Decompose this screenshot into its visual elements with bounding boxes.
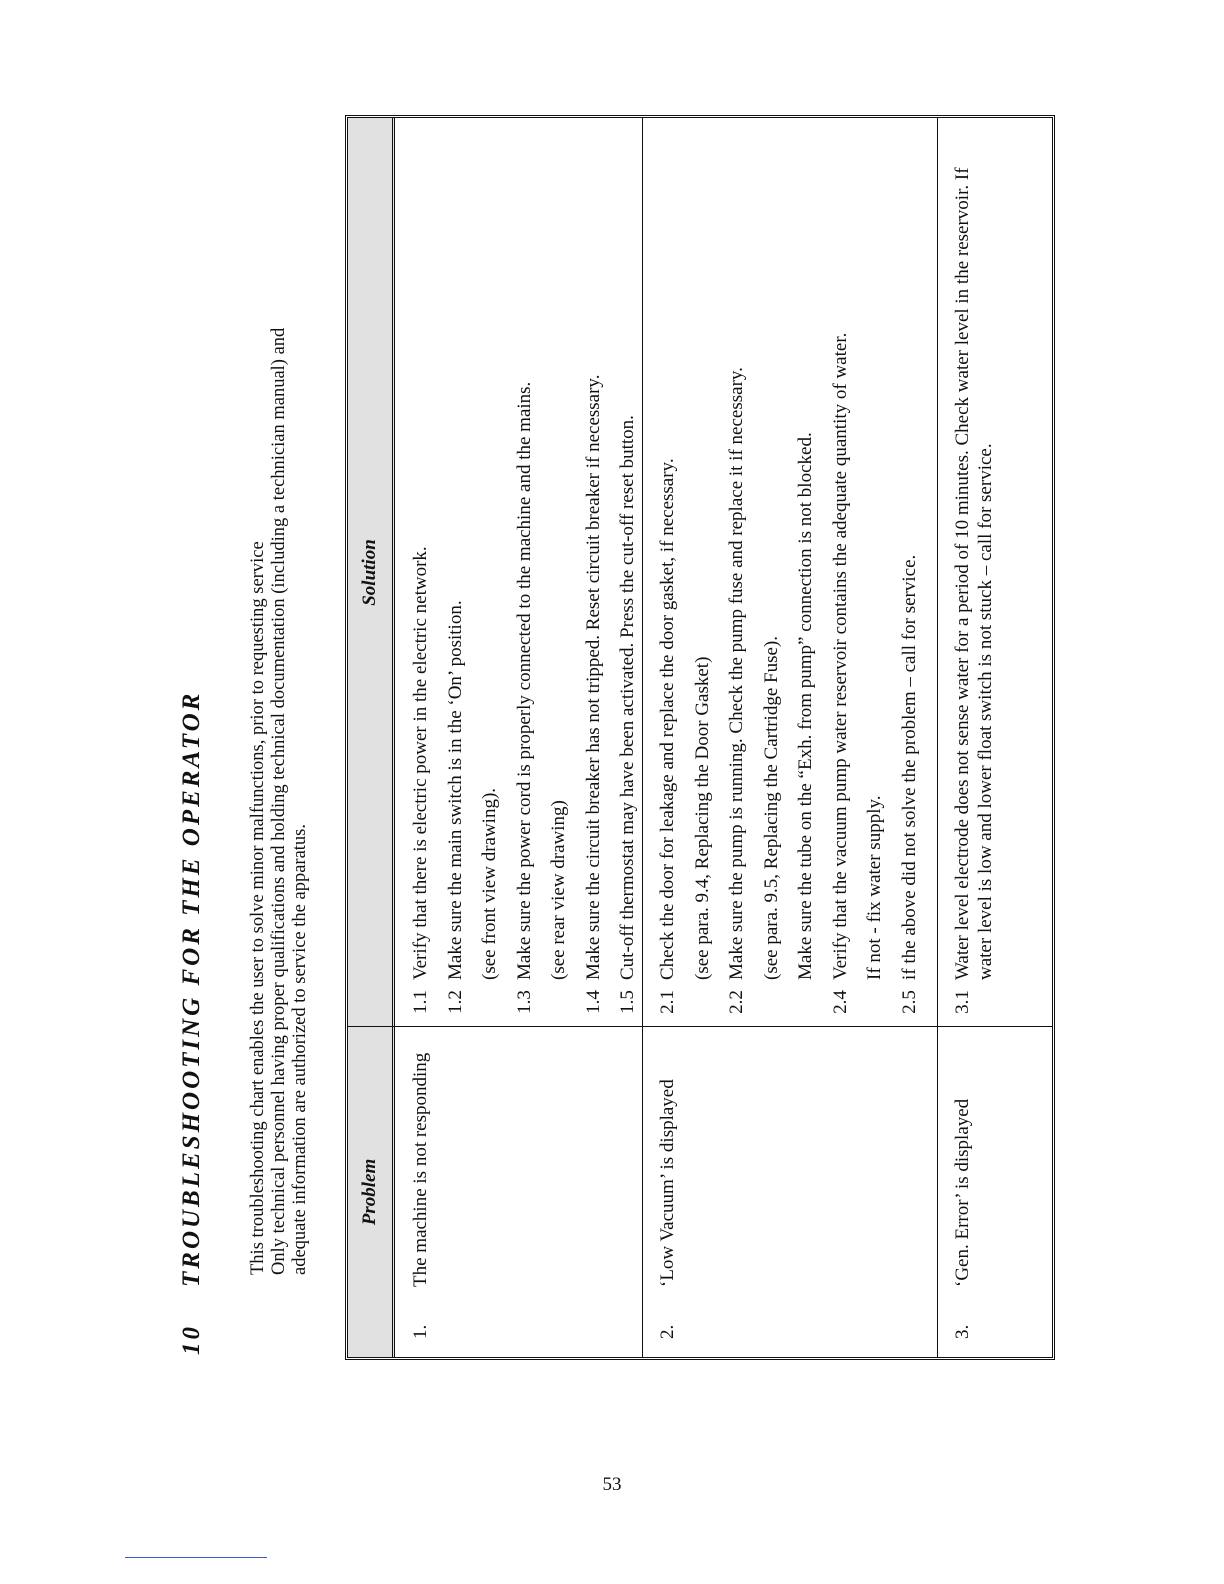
- solution-number: 1.4: [582, 990, 604, 1014]
- page-number: 53: [602, 1474, 622, 1495]
- solution-line: [582, 126, 605, 1022]
- solution-text: Cut-off thermostat may have been activated. Press the cut-off reset button.: [617, 415, 638, 980]
- solution-line: [547, 126, 570, 1022]
- solution-text: Check the door for leakage and replace the door gasket, if necessary.: [657, 458, 678, 980]
- intro-line: Only technical personnel having proper qualifications and holding technical documentation (including a technician manual) and: [269, 327, 289, 1275]
- solution-line: [513, 126, 536, 1022]
- solution-number: 2.5: [898, 990, 920, 1014]
- section-number: 10: [178, 1324, 205, 1355]
- solution-number: 1.1: [410, 990, 431, 1014]
- problem-text: ‘Low Vacuum’ is displayed: [657, 1079, 678, 1287]
- solution-text: Make sure the circuit breaker has not tripped. Reset circuit breaker if necessary.: [582, 374, 604, 980]
- intro-line: This troubleshooting chart enables the user to solve minor malfunctions, prior to requesting service: [248, 541, 268, 1275]
- solution-text: if the above did not solve the problem – call for service.: [898, 554, 920, 980]
- solution-line: [478, 126, 501, 1022]
- intro-line: adequate information are authorized to service the apparatus.: [290, 824, 310, 1275]
- rotated-page-content: [172, 105, 1062, 1355]
- problem-cell: [656, 1017, 679, 1357]
- solution-text: Water level electrode does not sense water for a period of 10 minutes. Check water level in the reservoir. If water level is low and lower float switch is not stuck – call for service.: [952, 167, 996, 980]
- solution-text: Verify that the vacuum pump water reservoir contains the adequate quantity of water.: [829, 332, 851, 980]
- solution-number: 1.3: [513, 990, 535, 1014]
- solution-line: [725, 126, 748, 1022]
- solution-text: Make sure the power cord is properly connected to the machine and the mains.: [513, 381, 535, 980]
- solution-line: [616, 126, 639, 1022]
- intro-paragraph: [248, 115, 311, 1275]
- table-header: [348, 118, 395, 1357]
- table-row: [937, 118, 1052, 1357]
- solution-cell: [951, 126, 1009, 1022]
- problem-text: The machine is not responding: [410, 1052, 431, 1287]
- solution-text: Make sure the main switch is in the ‘On’ position.: [444, 600, 466, 980]
- solution-line: [829, 126, 852, 1022]
- solution-line: [794, 126, 817, 1022]
- problem-text: ‘Gen. Error’ is displayed: [952, 1098, 973, 1287]
- solution-number: 2.4: [829, 990, 851, 1014]
- solution-number: 2.1: [657, 990, 678, 1014]
- solution-line: [444, 126, 467, 1022]
- solution-text: (see para. 9.5, Replacing the Cartridge Fuse).: [760, 636, 782, 980]
- section-heading: [172, 115, 212, 1355]
- header-solution: Solution: [359, 539, 380, 606]
- troubleshooting-table: [345, 115, 1055, 1360]
- solution-cell: [409, 126, 651, 1022]
- solution-line: [951, 126, 997, 1022]
- solution-number: 3.1: [952, 990, 973, 1014]
- problem-number: 2.: [657, 1324, 678, 1339]
- solution-text: Make sure the pump is running. Check the pump fuse and replace it if necessary.: [726, 367, 747, 980]
- table-row: [642, 118, 937, 1357]
- solution-number: 2.2: [726, 990, 747, 1014]
- section-title: TROUBLESHOOTING FOR THE OPERATOR: [178, 690, 205, 1287]
- solution-line: [760, 126, 783, 1022]
- footer-rule: [125, 1557, 267, 1558]
- solution-line: [409, 126, 432, 1022]
- table-row: [395, 118, 640, 1357]
- solution-line: [898, 126, 921, 1022]
- solution-line: [656, 126, 679, 1022]
- solution-text: If not - fix water supply.: [864, 795, 885, 980]
- solution-text: Make sure the tube on the “Exh. from pump” connection is not blocked.: [795, 432, 816, 980]
- problem-number: 1.: [410, 1324, 431, 1339]
- solution-text: (see para. 9.4, Replacing the Door Gasket): [691, 656, 713, 980]
- solution-line: [863, 126, 886, 1022]
- problem-number: 3.: [952, 1324, 973, 1339]
- solution-number: 1.5: [617, 990, 638, 1014]
- solution-line: [691, 126, 714, 1022]
- header-problem: Problem: [359, 1158, 380, 1226]
- solution-text: (see rear view drawing): [548, 800, 569, 980]
- solution-number: 1.2: [444, 990, 466, 1014]
- problem-cell: [409, 1017, 432, 1357]
- solution-text: (see front view drawing).: [479, 787, 500, 980]
- solution-cell: [656, 126, 932, 1022]
- solution-text: Verify that there is electric power in the electric network.: [410, 546, 431, 980]
- problem-cell: [951, 1017, 974, 1357]
